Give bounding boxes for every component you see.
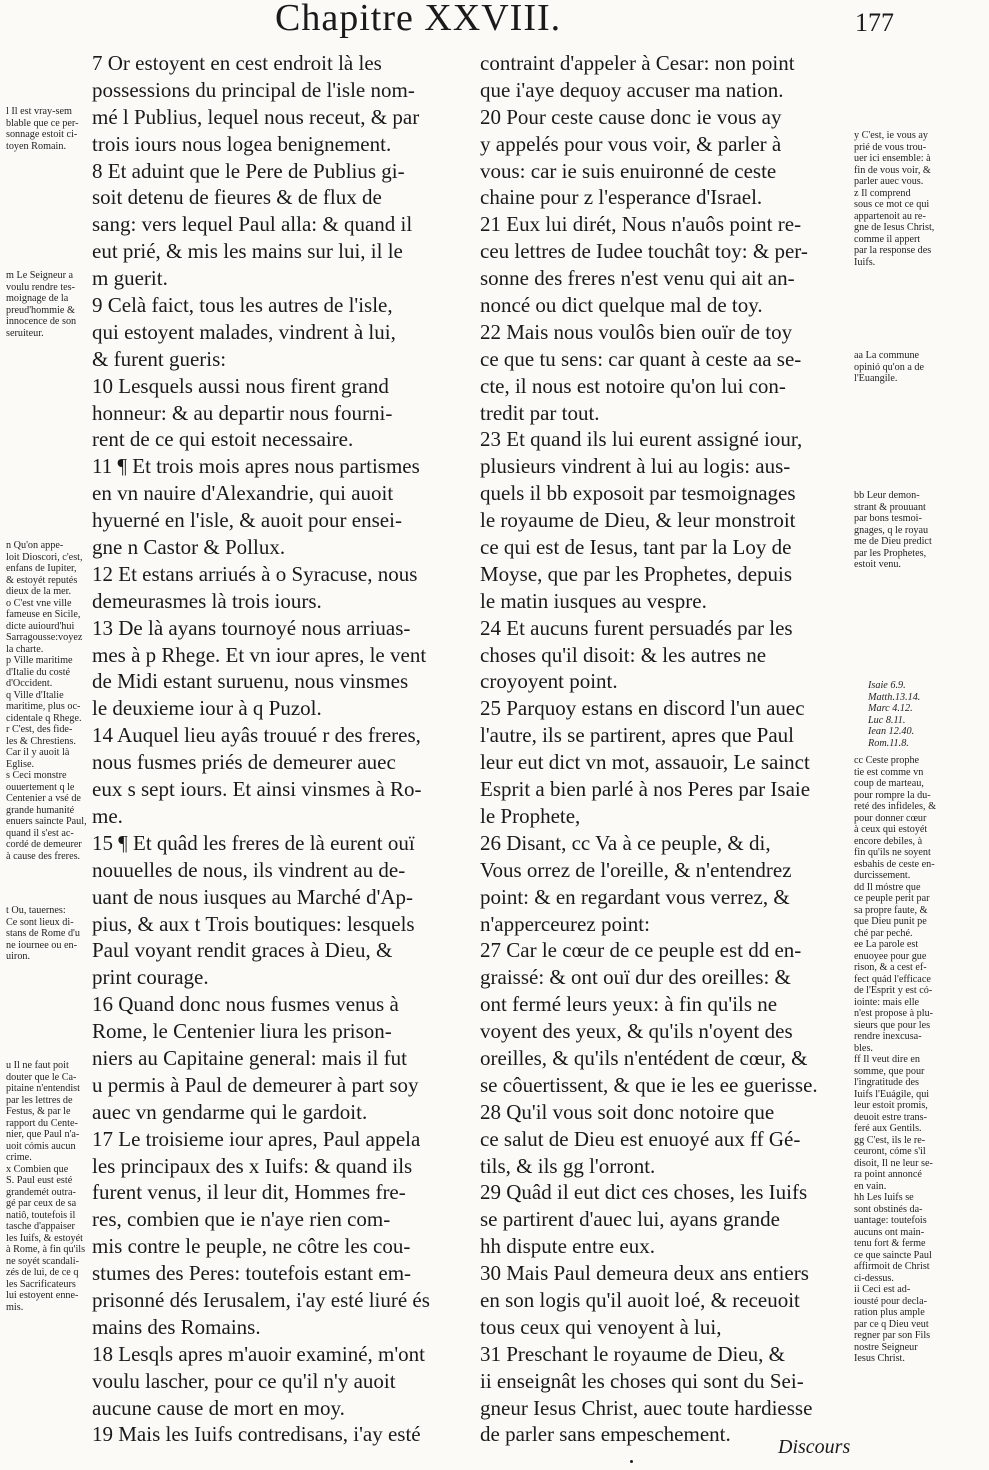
margin-note-line: q Ville d'Italie <box>6 689 64 701</box>
col1-line: soit detenu de fieures & de flux de <box>92 185 382 210</box>
col1-line: & furent gueris: <box>92 346 227 371</box>
margin-note-line: comme il appert <box>854 233 921 245</box>
col2-line: plusieurs vindrent à lui au logis: aus- <box>480 454 791 479</box>
margin-note-line: cordé de demeurer <box>6 839 82 850</box>
col1-line: sang: vers lequel Paul alla: & quand il <box>92 212 413 237</box>
col2-line: quels il bb exposoit par tesmoignages <box>480 481 796 506</box>
margin-note-u-x <box>6 1060 85 1313</box>
col1-line: 8 Et aduint que le Pere de Publius gi- <box>92 158 405 183</box>
margin-note-line: d'Italie du costé <box>6 666 71 678</box>
margin-note-line: aa La commune <box>854 350 920 361</box>
col1-line: eux s sept iours. Et ainsi vinsmes à Ro- <box>92 777 422 802</box>
margin-note-line: sous ce mot ce qui <box>854 199 930 210</box>
margin-note-line: x Combien que <box>6 1163 69 1175</box>
margin-note-line: estoit venu. <box>854 559 901 570</box>
col1-line: niers au Capitaine general: mais il fut <box>92 1045 407 1070</box>
col2-line: 24 Et aucuns furent persuadés par les <box>480 615 793 640</box>
col2-line: en son logis qu'il auoit loé, & receuoit <box>480 1287 800 1312</box>
col1-line: stumes des Peres: toutefois estant em- <box>92 1261 412 1286</box>
margin-note-line: pitaine n'entendist <box>6 1083 80 1094</box>
margin-note-line: ne iournee ou en- <box>6 939 77 951</box>
margin-note-l <box>6 106 78 152</box>
margin-note-line: crime. <box>6 1152 32 1163</box>
col1-line: auec vn gendarme qui le gardoit. <box>92 1099 368 1124</box>
margin-note-line: uantage: toutefois <box>854 1215 927 1226</box>
col1-line: Rome, le Centenier liura les prison- <box>92 1019 392 1044</box>
margin-note-line: nostre Seigneur <box>854 1341 918 1353</box>
margin-note-line: pour rompre la du- <box>854 789 931 801</box>
margin-note-line: Luc 8.11. <box>868 714 906 726</box>
margin-note-line: Sarragousse:voyez <box>6 632 83 643</box>
col1-line: 10 Lesquels aussi nous firent grand <box>92 373 389 398</box>
col2-line: Moyse, que par les Prophetes, depuis <box>480 561 793 586</box>
margin-note-line: t Ou, tauernes: <box>6 905 66 916</box>
col1-line: 11 ¶ Et trois mois apres nous partismes <box>92 454 420 479</box>
margin-note-line: voulu rendre tes- <box>6 281 76 293</box>
margin-note-line: appartenoit au re- <box>854 210 926 222</box>
margin-note-line: que Dieu punit pe <box>854 916 927 927</box>
col2-line: point: & en regardant vous verrez, & <box>480 884 790 909</box>
col2-line: l'autre, ils se partirent, apres que Paul <box>480 723 795 748</box>
margin-note-line: cidentale q Rhege. <box>6 712 82 724</box>
margin-note-aa <box>854 350 924 385</box>
margin-note-line: pour donner cœur <box>854 812 927 824</box>
col1-line: uant de nous iusques au Marché d'Ap- <box>92 884 414 909</box>
margin-note-line: rison, & a cest ef- <box>854 962 927 973</box>
margin-note-n-s <box>6 540 87 862</box>
col2-line: 20 Pour ceste cause donc ie vous ay <box>480 104 782 129</box>
margin-note-line: Iuifs l'Euágile, qui <box>854 1088 930 1100</box>
margin-note-bb <box>854 490 932 571</box>
margin-note-line: z Il comprend <box>854 187 911 199</box>
margin-note-line: sonnage estoit ci- <box>6 129 78 140</box>
page-number: 177 <box>855 8 894 37</box>
col2-line: ce que tu sens: car quant à ceste aa se- <box>480 346 802 371</box>
col1-line: nous fusmes priés de demeurer auec <box>92 750 396 775</box>
margin-note-line: Centenier a vsé de <box>6 793 81 804</box>
col2-line: y appelés pour vous voir, & parler à <box>480 131 782 156</box>
margin-note-line: m Le Seigneur a <box>6 270 74 281</box>
margin-note-line: tasche d'appaiser <box>6 1221 75 1232</box>
col1-line: 15 ¶ Et quâd les freres de là eurent ouï <box>92 830 415 855</box>
margin-note-line: ce peuple perit par <box>854 893 930 904</box>
margin-note-line: uoit cómis aucun <box>6 1140 76 1152</box>
margin-note-line: la charte. <box>6 643 44 655</box>
margin-note-line: blable que ce per- <box>6 117 79 129</box>
margin-note-line: opinió qu'on a de <box>854 361 925 373</box>
margin-note-line: tie est comme vn <box>854 766 924 778</box>
margin-note-line: par ce q Dieu veut <box>854 1318 929 1330</box>
margin-note-line: Ce sont lieux di- <box>6 916 74 928</box>
col1-line: print courage. <box>92 965 209 990</box>
col2-line: hh dispute entre eux. <box>480 1234 655 1259</box>
margin-note-line: loit Dioscori, c'est, <box>6 551 83 563</box>
col2-line: 29 Quâd il eut dict ces choses, les Iuifs <box>480 1180 808 1205</box>
margin-note-line: ci-dessus. <box>854 1272 894 1284</box>
margin-note-line: prié de vous trou- <box>854 141 927 153</box>
margin-note-line: esbahis de ceste en- <box>854 858 935 870</box>
col2-line: leur eut dict vn mot, assauoir, Le sainct <box>480 750 810 775</box>
col2-line: Vous orrez de l'oreille, & n'entendrez <box>480 857 792 882</box>
col1-line: me. <box>92 803 123 828</box>
col1-line: gne n Castor & Pollux. <box>92 535 286 560</box>
margin-note-line: Iuifs. <box>854 256 876 268</box>
col1-line: mis contre le peuple, ne côtre les cou- <box>92 1234 411 1259</box>
margin-cross-references <box>868 680 920 749</box>
col1-line: mé l Publius, lequel nous receut, & par <box>92 104 420 129</box>
text-column-right <box>480 50 850 1448</box>
col1-line: mes à p Rhege. Et vn iour apres, le vent <box>92 642 427 667</box>
col1-line: m guerit. <box>92 266 168 291</box>
margin-note-line: enuers saincte Paul, <box>6 816 87 827</box>
margin-note-line: disoit, Il ne leur se- <box>854 1157 933 1169</box>
margin-note-line: quand il s'est ac- <box>6 827 74 839</box>
col2-line: que i'aye dequoy accuser ma nation. <box>480 77 784 102</box>
col1-line: 16 Quand donc nous fusmes venus à <box>92 992 399 1017</box>
margin-note-line: o C'est vne ville <box>6 597 72 609</box>
margin-note-line: nier, que Paul n'a- <box>6 1129 80 1140</box>
col1-line: 12 Et estans arriués à o Syracuse, nous <box>92 561 418 586</box>
margin-note-line: me de Dieu predict <box>854 536 932 547</box>
printer-mark <box>630 1460 633 1463</box>
margin-note-line: ché par peché. <box>854 927 913 939</box>
col2-line: le Prophete, <box>480 803 581 828</box>
catchword: Discours <box>778 1436 851 1458</box>
col1-line: 18 Lesqls apres m'auoir examiné, m'ont <box>92 1341 425 1366</box>
margin-note-line: gg C'est, ils le re- <box>854 1134 926 1146</box>
margin-note-line: r C'est, des fide- <box>6 724 73 735</box>
margin-note-line: reté des infideles, & <box>854 801 937 812</box>
margin-note-line: sa propre faute, & <box>854 904 928 916</box>
margin-note-line: Marc 4.12. <box>868 703 913 714</box>
margin-note-line: zés de lui, de ce q <box>6 1267 79 1278</box>
col1-line: 17 Le troisieme iour apres, Paul appela <box>92 1126 421 1151</box>
margin-note-line: Car il y auoit là <box>6 747 70 758</box>
margin-note-line: Festus, & par le <box>6 1106 71 1117</box>
col1-line: 7 Or estoyent en cest endroit là les <box>92 51 382 75</box>
margin-note-line: rapport du Cente- <box>6 1117 78 1129</box>
col1-line: furent venus, il leur dit, Hommes fre- <box>92 1180 406 1205</box>
margin-note-line: maritime, plus oc- <box>6 701 81 712</box>
margin-note-line: lui estoyent enne- <box>6 1290 79 1301</box>
margin-note-line: leur estoit promis, <box>854 1100 928 1111</box>
col1-line: u permis à Paul de demeurer à part soy <box>92 1072 419 1097</box>
margin-note-line: grandemét outra- <box>6 1186 76 1198</box>
margin-note-line: stans de Rome d'u <box>6 928 80 939</box>
page-header <box>0 0 989 46</box>
col2-line: 28 Qu'il vous soit donc notoire que <box>480 1099 775 1124</box>
margin-note-line: enuoyee pour gue <box>854 950 927 962</box>
margin-note-line: les & Chrestiens. <box>6 735 76 747</box>
col1-line: 19 Mais les Iuifs contredisans, i'ay esté <box>92 1422 421 1447</box>
col1-line: qui estoyent malades, vindrent à lui, <box>92 319 396 344</box>
col1-line: trois iours nous logea benignement. <box>92 131 392 156</box>
margin-note-line: sieurs que pour les <box>854 1019 931 1031</box>
col2-line: croyoyent point. <box>480 669 618 694</box>
chapter-title: Chapitre XXVIII. <box>275 0 562 39</box>
margin-note-line: gne de Iesus Christ, <box>854 222 935 233</box>
margin-note-line: tenu fort & ferme <box>854 1238 926 1249</box>
margin-note-line: fin qu'ils ne soyent <box>854 847 931 858</box>
margin-note-line: parler auec vous. <box>854 176 924 187</box>
col2-line: 25 Parquoy estans en discord l'un auec <box>480 696 805 721</box>
margin-note-line: par les lettres de <box>6 1094 73 1106</box>
margin-note-line: preud'hommie & <box>6 304 75 316</box>
margin-note-line: somme, que pour <box>854 1065 925 1077</box>
margin-note-line: encore debiles, à <box>854 835 923 847</box>
col2-line: chaine pour z l'esperance d'Israel. <box>480 185 763 210</box>
text-column-left <box>92 50 462 1448</box>
margin-note-line: mis. <box>6 1301 24 1313</box>
margin-note-line: fect quád l'efficace <box>854 973 931 985</box>
margin-note-line: dicte auiourd'hui <box>6 620 75 632</box>
col1-line: honneur: & au departir nous fourni- <box>92 400 393 425</box>
col1-line: le deuxieme iour à q Puzol. <box>92 696 322 721</box>
margin-note-line: dd Il móstre que <box>854 881 921 893</box>
margin-note-line: gé par ceux de sa <box>6 1198 77 1209</box>
col2-line: 31 Preschant le royaume de Dieu, & <box>480 1341 785 1366</box>
col2-line: noncé ou dict quelque mal de toy. <box>480 293 763 318</box>
margin-note-line: n Qu'on appe- <box>6 540 64 551</box>
margin-note-line: Matth.13.14. <box>868 691 921 703</box>
margin-note-line: Eglise. <box>6 758 35 770</box>
margin-note-line: moignage de la <box>6 293 69 304</box>
col2-line: 23 Et quand ils lui eurent assigné iour, <box>480 427 803 452</box>
margin-note-line: hh Les Iuifs se <box>854 1192 914 1203</box>
col1-line: nouuelles de nous, ils vindrent au de- <box>92 857 406 882</box>
margin-note-line: coup de marteau, <box>854 778 924 789</box>
margin-note-line: bb Leur demon- <box>854 490 920 501</box>
col2-line: de parler sans empeschement. <box>480 1422 731 1447</box>
margin-note-line: l'Euangile. <box>854 373 898 384</box>
col1-line: demeurasmes là trois iours. <box>92 588 322 613</box>
margin-note-line: ouuertement q le <box>6 781 75 793</box>
margin-note-line: grande humanité <box>6 804 75 816</box>
margin-note-line: ration plus ample <box>854 1307 925 1318</box>
margin-note-line: Iean 12.40. <box>868 726 915 737</box>
margin-note-line: ce que saincte Paul <box>854 1249 932 1261</box>
col2-line: 26 Disant, cc Va à ce peuple, & di, <box>480 830 771 855</box>
col1-line: res, combien que ie n'aye rien com- <box>92 1207 391 1232</box>
col1-line: les principaux des x Iuifs: & quand ils <box>92 1153 413 1178</box>
margin-note-line: à Rome, à fin qu'ils <box>6 1244 86 1255</box>
col2-line: voyent des yeux, & qu'ils n'oyent des <box>480 1019 793 1044</box>
col2-line: graissé: & ont ouï dur des oreilles: & <box>480 965 791 990</box>
col2-line: se côuertissent, & que ie les ee guerisse. <box>480 1072 818 1097</box>
margin-note-line: sont obstinés da- <box>854 1203 923 1215</box>
col2-line: ceu lettres de Iudee touchât toy: & per- <box>480 239 808 264</box>
col1-line: de Midi estant suruenu, nous vinsmes <box>92 669 409 694</box>
margin-note-line: ra point annoncé <box>854 1169 922 1180</box>
col1-line: eut prié, & mis les mains sur lui, il le <box>92 239 403 264</box>
margin-note-line: par la response des <box>854 245 932 256</box>
col2-line: n'apperceurez point: <box>480 911 650 936</box>
col1-line: 9 Celà faict, tous les autres de l'isle, <box>92 293 393 318</box>
margin-note-line: y C'est, ie vous ay <box>854 130 928 141</box>
margin-note-line: ii Ceci est ad- <box>854 1284 911 1295</box>
margin-note-line: les Sacrificateurs <box>6 1278 76 1290</box>
margin-note-line: Isaie 6.9. <box>868 680 906 691</box>
col2-line: ont fermé leurs yeux: à fin qu'ils ne <box>480 992 778 1017</box>
col2-line: choses qu'il disoit: & les autres ne <box>480 642 767 667</box>
margin-note-line: l Il est vray-sem <box>6 106 72 117</box>
col1-line: Paul voyant rendit graces à Dieu, & <box>92 938 393 963</box>
margin-note-line: n'est propose à plu- <box>854 1008 934 1019</box>
margin-note-line: strant & prouuant <box>854 501 926 513</box>
col2-line: ce qui est de Iesus, tant par la Loy de <box>480 535 792 560</box>
col2-line: contraint d'appeler à Cesar: non point <box>480 51 795 75</box>
margin-note-line: uiron. <box>6 951 31 962</box>
margin-note-line: ff Il veut dire en <box>854 1054 921 1065</box>
col2-line: tredit par tout. <box>480 400 600 425</box>
margin-note-y-z <box>854 130 934 268</box>
margin-note-line: cc Ceste prophe <box>854 755 920 766</box>
col1-line: en vn nauire d'Alexandrie, qui auoit <box>92 481 394 506</box>
col2-line: tils, & ils gg l'orront. <box>480 1153 656 1178</box>
margin-note-line: Rom.11.8. <box>868 737 909 749</box>
margin-note-line: ne soyét scandali- <box>6 1255 79 1267</box>
col2-line: tous ceux qui venoyent à lui, <box>480 1314 722 1339</box>
margin-note-line: regner par son Fils <box>854 1330 931 1341</box>
col1-line: rent de ce qui estoit necessaire. <box>92 427 354 452</box>
col2-line: gneur Iesus Christ, auec toute hardiesse <box>480 1395 813 1420</box>
col2-line: cte, il nous est notoire qu'on lui con- <box>480 373 786 398</box>
col1-line: possessions du principal de l'isle nom- <box>92 77 415 102</box>
margin-note-line: dieux de la mer. <box>6 586 72 597</box>
margin-note-line: ceuront, cóme s'il <box>854 1146 926 1157</box>
col2-line: ce salut de Dieu est enuoyé aux ff Gé- <box>480 1126 801 1151</box>
col2-line: sonne des freres n'est venu qui ait an- <box>480 266 795 291</box>
margin-note-line: par bons tesmoi- <box>854 513 922 524</box>
margin-note-line: feré aux Gentils. <box>854 1123 922 1134</box>
margin-note-line: seruiteur. <box>6 327 44 339</box>
margin-note-line: enfans de Iupiter, <box>6 563 77 574</box>
margin-note-line: l'ingratitude des <box>854 1077 919 1088</box>
col2-line: 27 Car le cœur de ce peuple est dd en- <box>480 938 802 963</box>
margin-note-cc-ii <box>854 755 936 1365</box>
margin-note-line: deuoit estre trans- <box>854 1111 927 1123</box>
margin-note-line: iousté pour decla- <box>854 1295 927 1307</box>
margin-note-line: d'Occident. <box>6 678 53 689</box>
margin-note-line: par les Prophetes, <box>854 547 927 559</box>
margin-note-line: iointe: mais elle <box>854 996 920 1008</box>
col2-line: Esprit a bien parlé à nos Peres par Isaie <box>480 777 811 802</box>
margin-note-line: innocence de son <box>6 316 77 327</box>
margin-note-line: uer ici ensemble: à <box>854 153 931 164</box>
col1-line: hyuerné en l'isle, & auoit pour ensei- <box>92 508 402 533</box>
col2-line: 21 Eux lui dirét, Nous n'auôs point re- <box>480 212 802 237</box>
margin-note-line: ee La parole est <box>854 939 919 950</box>
margin-note-line: fin de vous voir, & <box>854 164 931 176</box>
margin-note-t <box>6 905 80 963</box>
col1-line: 13 De là ayans tournoyé nous arriuas- <box>92 615 411 640</box>
col2-line: 22 Mais nous voulôs bien ouïr de toy <box>480 319 793 344</box>
margin-note-line: s Ceci monstre <box>6 770 67 781</box>
col2-line: le matin iusques au vespre. <box>480 588 707 613</box>
col1-line: 14 Auquel lieu ayâs trouué r des freres, <box>92 723 421 748</box>
margin-note-line: rendre inexcusa- <box>854 1031 922 1042</box>
margin-note-line: durcissement. <box>854 870 911 881</box>
margin-note-line: en vain. <box>854 1180 887 1192</box>
margin-note-line: les Iuifs, & estoyét <box>6 1232 83 1244</box>
col1-line: aucune cause de mort en moy. <box>92 1395 345 1420</box>
margin-note-line: affirmoit de Christ <box>854 1261 930 1272</box>
margin-note-line: de l'Esprit y est có- <box>854 985 933 996</box>
margin-note-line: Iesus Christ. <box>854 1353 905 1364</box>
margin-note-line: toyen Romain. <box>6 140 66 152</box>
col2-line: ii enseignât les choses qui sont du Sei- <box>480 1368 804 1393</box>
col2-line: 30 Mais Paul demeura deux ans entiers <box>480 1261 809 1286</box>
col1-line: mains des Romains. <box>92 1314 261 1339</box>
margin-note-line: natiô, toutefois il <box>6 1209 76 1221</box>
col2-line: vous: car ie suis enuironné de ceste <box>480 158 777 183</box>
margin-note-line: fameuse en Sicile, <box>6 609 81 620</box>
margin-note-line: aucuns ont main- <box>854 1226 925 1238</box>
margin-note-line: à ceux qui estoyét <box>854 824 928 835</box>
col2-line: le royaume de Dieu, & leur monstroit <box>480 508 796 533</box>
col2-line: se partirent d'auec lui, ayans grande <box>480 1207 780 1232</box>
col1-line: prisonné dés Ierusalem, i'ay esté liuré és <box>92 1287 430 1312</box>
col1-line: pius, & aux t Trois boutiques: lesquels <box>92 911 415 936</box>
margin-note-line: gnages, q le royau <box>854 524 929 536</box>
margin-note-line: S. Paul eust esté <box>6 1175 73 1186</box>
margin-note-line: à cause des freres. <box>6 850 81 862</box>
margin-note-line: p Ville maritime <box>6 655 73 666</box>
margin-note-line: bles. <box>854 1042 873 1054</box>
margin-note-line: & estoyét reputés <box>6 574 78 586</box>
margin-note-line: douter que le Ca- <box>6 1071 77 1083</box>
col2-line: oreilles, & qu'ils n'entédent de cœur, & <box>480 1045 808 1070</box>
col1-line: voulu lascher, pour ce qu'il n'y auoit <box>92 1368 396 1393</box>
margin-note-line: u Il ne faut poit <box>6 1060 69 1071</box>
margin-note-m <box>6 270 76 339</box>
